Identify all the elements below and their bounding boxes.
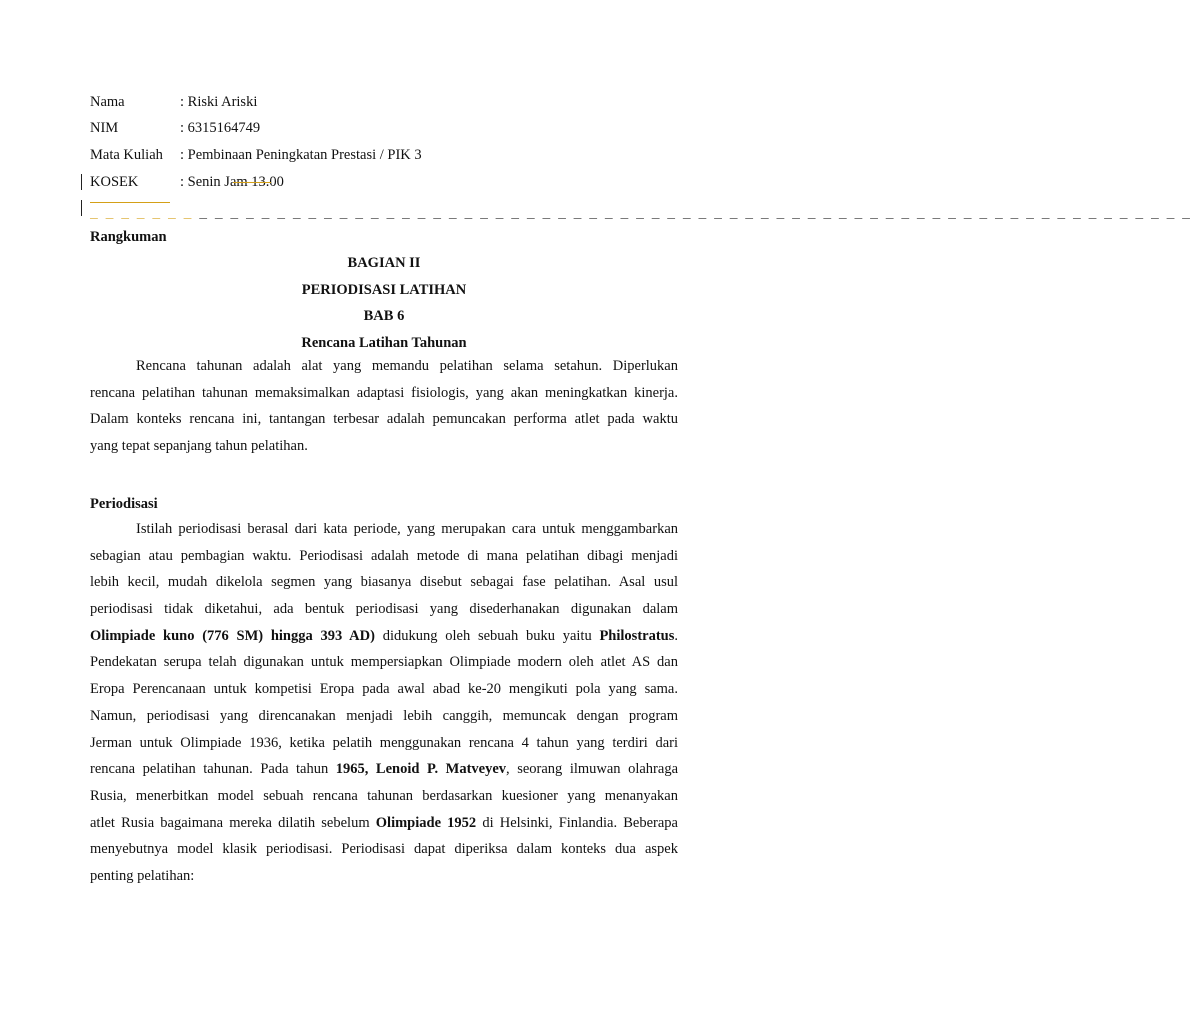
text-line: Pendekatan serupa telah digunakan untuk mempersiapkan Olimpiade modern oleh atlet AS dan: [90, 654, 678, 671]
paragraph-intro: [90, 353, 678, 460]
part-title: BAGIAN II: [347, 255, 421, 271]
info-label: NIM: [90, 120, 119, 136]
change-bar: [81, 174, 82, 190]
info-value: : 6315164749: [180, 120, 261, 136]
text-run: di Helsinki, Finlandia. Beberapa: [476, 814, 678, 831]
text-line: Istilah periodisasi berasal dari kata periode, yang merupakan cara untuk menggambarkan: [136, 521, 678, 537]
text-line: [90, 623, 678, 650]
bold-text: Philostratus: [599, 627, 675, 644]
text-line: [90, 756, 678, 783]
text-line: Namun, periodisasi yang direncanakan menjadi lebih canggih, memuncak dengan program: [90, 707, 678, 724]
text-line: Eropa Perencanaan untuk kompetisi Eropa pada awal abad ke-20 mengikuti pola yang sama.: [90, 681, 678, 698]
text-line: menyebutnya model klasik periodisasi. Periodisasi dapat diperiksa dalam konteks dua aspek: [90, 841, 678, 858]
text-line: yang tepat sepanjang tahun pelatihan.: [90, 438, 308, 455]
bold-text: 1965, Lenoid P. Matveyev: [335, 761, 507, 778]
info-row-nim: [90, 118, 260, 138]
chapter-subtitle: Rencana Latihan Tahunan: [301, 335, 467, 351]
paragraph-periodisasi: [90, 516, 678, 890]
text-run: .: [674, 627, 678, 644]
section-title: PERIODISASI LATIHAN: [301, 282, 467, 298]
change-bar: [81, 200, 82, 216]
text-run: rencana pelatihan tahunan. Pada tahun: [90, 761, 336, 778]
text-line: Rencana tahunan adalah alat yang memandu pelatihan selama setahun. Diperlukan: [136, 358, 678, 374]
tracked-change-underline: [233, 182, 271, 183]
text-line: sebagian atau pembagian waktu. Periodisasi adalah metode di mana pelatihan dibagi menjadi: [90, 547, 678, 564]
info-row-nama: [90, 92, 257, 112]
text-line: [90, 810, 678, 837]
text-line: penting pelatihan:: [90, 867, 195, 884]
text-line: Rusia, menerbitkan model sebuah rencana tahunan berdasarkan kuesioner yang menanyakan: [90, 787, 678, 804]
bold-text: Olimpiade kuno (776 SM) hingga 393 AD): [90, 627, 375, 644]
tracked-change-line: [90, 202, 170, 203]
info-value: : Riski Ariski: [180, 94, 258, 110]
text-run: didukung oleh sebuah buku yaitu: [374, 627, 600, 644]
summary-heading: Rangkuman: [90, 229, 167, 245]
info-value: : Pembinaan Peningkatan Prestasi / PIK 3: [180, 147, 422, 163]
text-run: , seorang ilmuwan olahraga: [506, 761, 678, 778]
dashed-separator: _ _ _ _ _ _ _ _ _ _ _ _ _ _ _ _ _ _ _ _ _ _ _ _ _ _ _ _ _ _ _ _ _ _ _ _ _ _ _ _ _ _ _ _ _ _ _ _ _ _ _ _ _ _ _ _ _ _ _ _ _ _ _ _ _ _ _ _ _ _ _: [90, 206, 1190, 221]
text-line: Dalam konteks rencana ini, tantangan terbesar adalah pemuncakan performa atlet pada waktu: [90, 411, 678, 428]
text-line: rencana pelatihan tahunan memaksimalkan adaptasi fisiologis, yang akan meningkatkan kinerja.: [90, 384, 678, 401]
info-value: : Senin Jam 13.00: [180, 174, 284, 190]
bold-text: Olimpiade 1952: [375, 814, 477, 831]
text-line: periodisasi tidak diketahui, ada bentuk periodisasi yang disederhanakan digunakan dalam: [90, 601, 678, 618]
periodisasi-heading: Periodisasi: [90, 496, 158, 512]
info-label: Mata Kuliah: [90, 147, 163, 163]
text-run: atlet Rusia bagaimana mereka dilatih sebelum: [90, 814, 376, 831]
info-label: Nama: [90, 94, 125, 110]
info-row-mata-kuliah: [90, 145, 422, 165]
text-line: lebih kecil, mudah dikelola segmen yang biasanya disebut sebagai fase pelatihan. Asal usul: [90, 574, 678, 591]
text-line: Jerman untuk Olimpiade 1936, ketika pelatih menggunakan rencana 4 tahun yang terdiri dari: [90, 734, 678, 751]
chapter-title: BAB 6: [363, 308, 405, 324]
info-row-kosek: [90, 172, 284, 192]
info-label: KOSEK: [90, 174, 139, 190]
